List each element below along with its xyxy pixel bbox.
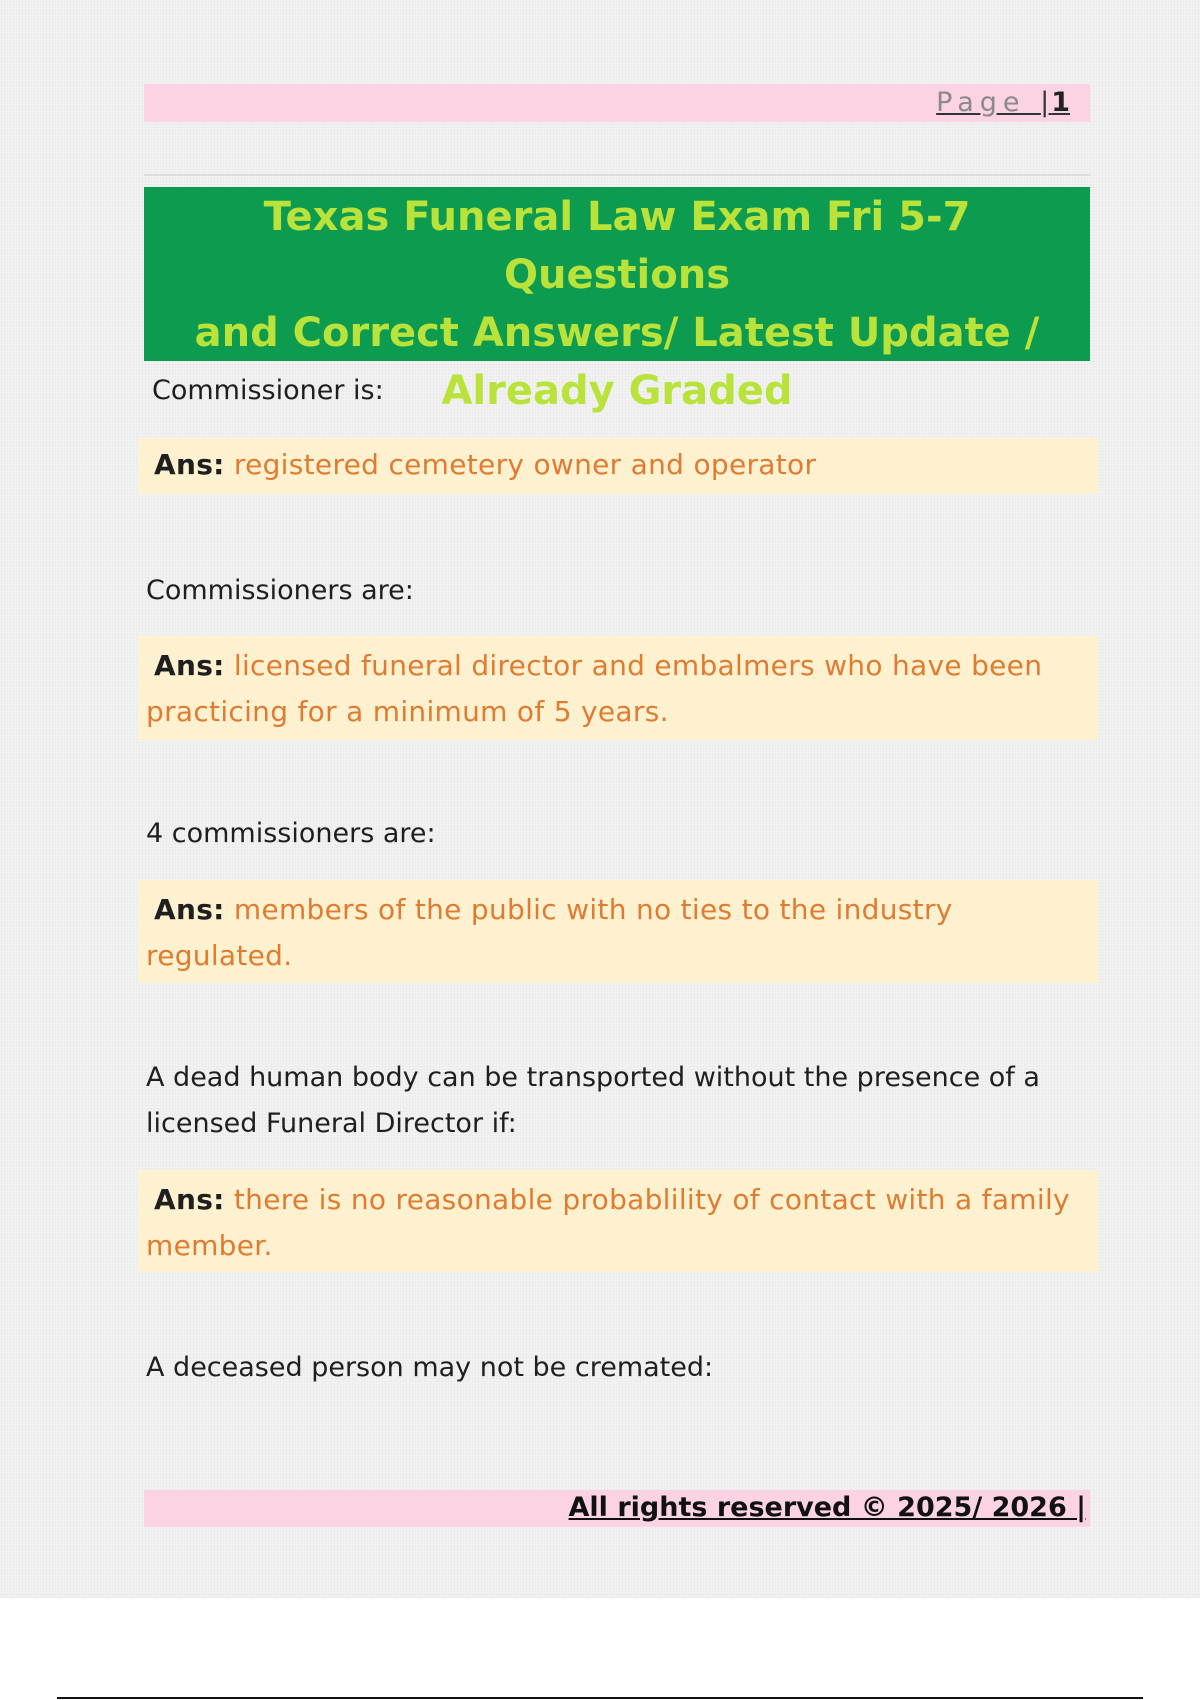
answer-4-box (138, 1170, 1098, 1272)
answer-label: Ans: (154, 1183, 225, 1216)
page-separator: | (1040, 87, 1052, 118)
question-1: Commissioner is: (152, 375, 384, 406)
question-3: 4 commissioners are: (146, 818, 436, 849)
question-4: A dead human body can be transported without the presence of a licensed Funeral Director if: (146, 1062, 1040, 1139)
header-divider (144, 174, 1090, 176)
answer-3-box (138, 880, 1098, 983)
page-word: Page (936, 87, 1026, 118)
title-line-1: Texas Funeral Law Exam Fri 5-7 Questions (263, 194, 971, 298)
page-footer (144, 1490, 1090, 1527)
title-line-3: Already Graded (441, 368, 793, 414)
title-line-2: and Correct Answers/ Latest Update / (194, 310, 1040, 356)
bottom-divider (57, 1697, 1143, 1699)
answer-1-box (138, 438, 1098, 494)
page-number-label (936, 87, 1070, 119)
page-header (144, 84, 1090, 122)
page-number: 1 (1051, 87, 1070, 118)
question-5: A deceased person may not be cremated: (146, 1352, 714, 1383)
answer-1-text: registered cemetery owner and operator (233, 448, 817, 481)
answer-4-text: there is no reasonable probablility of contact with a family member. (146, 1183, 1070, 1262)
answer-label: Ans: (154, 649, 225, 682)
question-2: Commissioners are: (146, 575, 414, 606)
answer-2-text: licensed funeral director and embalmers who have been practicing for a minimum of 5 years. (146, 649, 1043, 728)
copyright-notice: All rights reserved © 2025/ 2026 | (568, 1492, 1086, 1523)
answer-label: Ans: (154, 893, 225, 926)
answer-label: Ans: (154, 448, 225, 481)
answer-2-box (138, 636, 1098, 740)
answer-3-text: members of the public with no ties to the industry regulated. (146, 893, 953, 972)
